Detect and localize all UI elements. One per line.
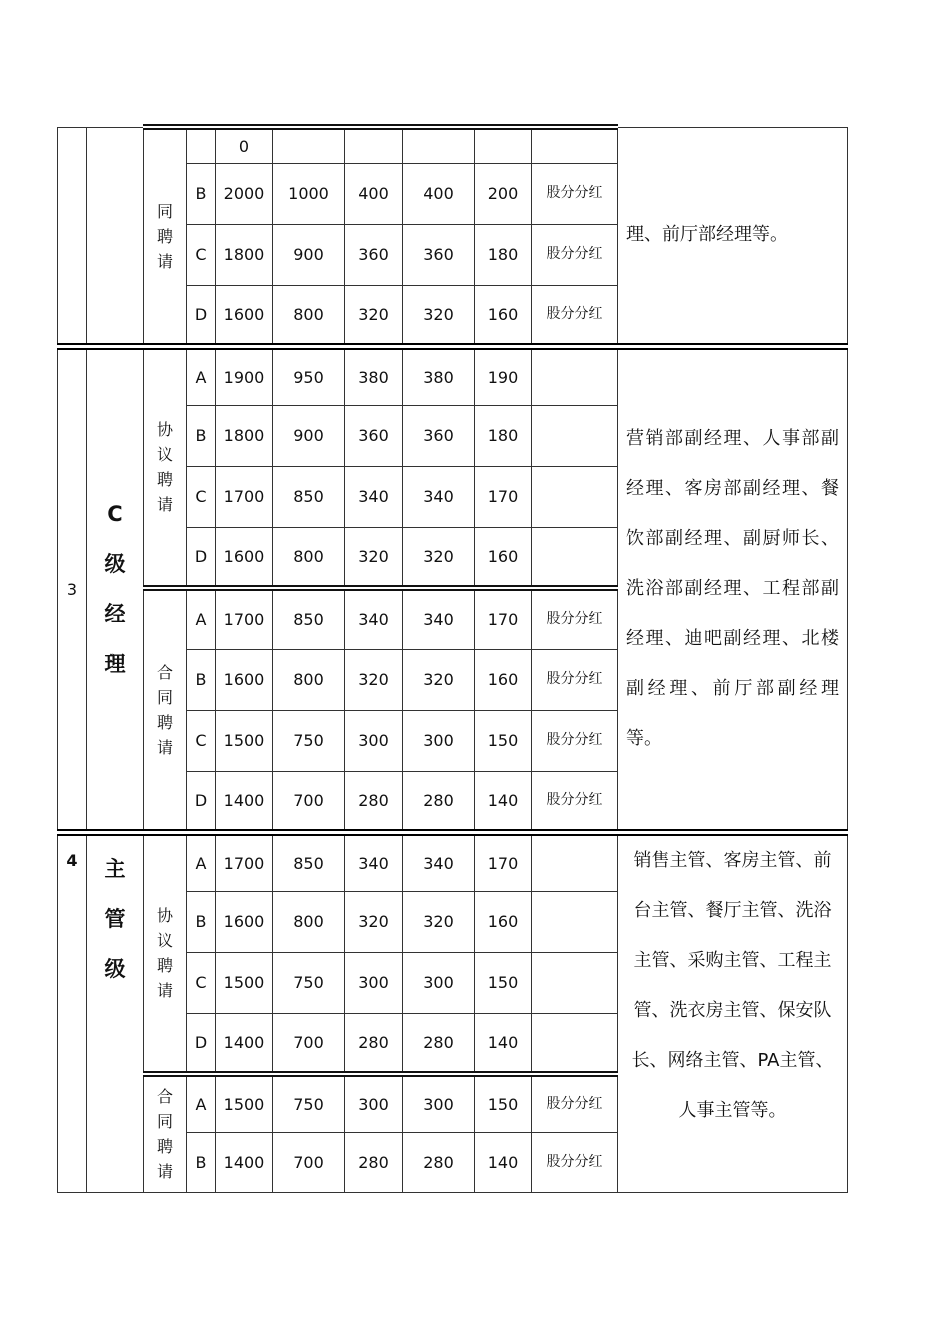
value-4: 140: [475, 771, 532, 832]
value-3: 300: [403, 1074, 475, 1132]
base-salary: 1600: [216, 285, 273, 346]
value-3: 360: [403, 224, 475, 285]
bonus-text: 股分分红: [532, 588, 618, 649]
value-3: 300: [403, 710, 475, 771]
bonus-text: 股分分红: [532, 710, 618, 771]
value-2: 360: [345, 224, 403, 285]
value-3: 320: [403, 649, 475, 710]
grade-letter: B: [187, 649, 216, 710]
hire-type-cell: [144, 588, 187, 832]
section-number: 4: [58, 832, 87, 1192]
grade-letter: D: [187, 285, 216, 346]
value-2: 300: [345, 710, 403, 771]
value-1: 850: [273, 466, 345, 527]
grade-letter: D: [187, 1013, 216, 1074]
value-1: 950: [273, 346, 345, 405]
bonus-text: 股分分红: [532, 771, 618, 832]
grade-letter: A: [187, 346, 216, 405]
bonus-text: [532, 466, 618, 527]
bonus-text: 股分分红: [532, 285, 618, 346]
grade-letter: C: [187, 710, 216, 771]
grade-letter: A: [187, 1074, 216, 1132]
bonus-text: 股分分红: [532, 163, 618, 224]
value-4: 180: [475, 224, 532, 285]
base-salary-tail: 0: [238, 136, 250, 156]
positions-cell: [618, 346, 848, 832]
level-cell: [87, 832, 144, 1192]
base-salary: 1600: [216, 891, 273, 952]
value-2: 340: [345, 466, 403, 527]
value-2: 340: [345, 588, 403, 649]
value-1: 1000: [273, 163, 345, 224]
value-2: 320: [345, 891, 403, 952]
value-1: 900: [273, 405, 345, 466]
hire-type-label: 协议聘请: [156, 420, 173, 515]
base-salary: 1400: [216, 1132, 273, 1192]
value-2: 320: [345, 285, 403, 346]
table-row: [58, 346, 848, 405]
bonus-text: [532, 832, 618, 891]
value-3: 280: [403, 771, 475, 832]
value-1: 800: [273, 527, 345, 588]
grade-letter: D: [187, 771, 216, 832]
level-cell: [87, 127, 144, 346]
grade-letter: C: [187, 466, 216, 527]
bonus-text: 股分分红: [532, 649, 618, 710]
value-4: 170: [475, 832, 532, 891]
base-salary: 1400: [216, 771, 273, 832]
base-salary: 1500: [216, 710, 273, 771]
base-salary: 1500: [216, 952, 273, 1013]
value-cell: [273, 127, 345, 163]
value-4: 190: [475, 346, 532, 405]
value-2: 320: [345, 649, 403, 710]
base-salary: 1500: [216, 1074, 273, 1132]
grade-letter: B: [187, 1132, 216, 1192]
bonus-text: [532, 952, 618, 1013]
salary-grade-table: [57, 124, 848, 1193]
value-2: 400: [345, 163, 403, 224]
value-1: 700: [273, 1132, 345, 1192]
value-1: 700: [273, 771, 345, 832]
base-salary: 1700: [216, 588, 273, 649]
value-4: 180: [475, 405, 532, 466]
value-1: 900: [273, 224, 345, 285]
grade-letter: B: [187, 405, 216, 466]
value-1: 850: [273, 832, 345, 891]
table-row: [58, 832, 848, 891]
value-4: 170: [475, 588, 532, 649]
value-3: 340: [403, 832, 475, 891]
hire-type-cell: [144, 832, 187, 1074]
value-1: 750: [273, 710, 345, 771]
base-salary: 1600: [216, 527, 273, 588]
grade-letter: A: [187, 588, 216, 649]
value-cell: [345, 127, 403, 163]
positions-text: 理、前厅部经理等。: [626, 224, 788, 245]
value-3: 380: [403, 346, 475, 405]
positions-text: 销售主管、客房主管、前台主管、餐厅主管、洗浴主管、采购主管、工程主管、洗衣房主管、保安队长、网络主管、PA主管、人事主管等。: [631, 849, 834, 1121]
value-2: 280: [345, 771, 403, 832]
hire-type-label: 合同聘请: [156, 1087, 173, 1182]
grade-letter: A: [187, 832, 216, 891]
level-label: 主管级: [104, 856, 126, 981]
base-salary-cell: [216, 127, 273, 163]
hire-type-label: 合同聘请: [156, 662, 173, 757]
value-3: 340: [403, 588, 475, 649]
base-salary: 1900: [216, 346, 273, 405]
grade-letter: B: [187, 891, 216, 952]
value-4: 160: [475, 527, 532, 588]
value-4: 150: [475, 1074, 532, 1132]
base-salary: 1700: [216, 832, 273, 891]
base-salary: 1600: [216, 649, 273, 710]
value-4: 140: [475, 1132, 532, 1192]
value-3: 340: [403, 466, 475, 527]
bonus-text: 股分分红: [532, 1132, 618, 1192]
bonus-text: 股分分红: [532, 1074, 618, 1132]
base-salary: 1400: [216, 1013, 273, 1074]
value-4: 160: [475, 891, 532, 952]
value-1: 800: [273, 891, 345, 952]
hire-type-label: 协议聘请: [156, 906, 173, 1001]
positions-cell: [618, 832, 848, 1192]
value-4: 160: [475, 649, 532, 710]
value-4: 170: [475, 466, 532, 527]
value-1: 750: [273, 952, 345, 1013]
value-2: 320: [345, 527, 403, 588]
value-2: 300: [345, 1074, 403, 1132]
value-2: 300: [345, 952, 403, 1013]
value-1: 750: [273, 1074, 345, 1132]
hire-type-cell: [144, 127, 187, 346]
grade-cell: [187, 127, 216, 163]
value-2: 280: [345, 1013, 403, 1074]
level-label: C级经理: [104, 502, 126, 676]
value-1: 800: [273, 285, 345, 346]
value-2: 280: [345, 1132, 403, 1192]
value-cell: [475, 127, 532, 163]
hire-type-label: 同聘请: [156, 201, 173, 271]
value-4: 140: [475, 1013, 532, 1074]
value-1: 700: [273, 1013, 345, 1074]
value-3: 360: [403, 405, 475, 466]
positions-text: 营销部副经理、人事部副经理、客房部副经理、餐饮部副经理、副厨师长、洗浴部副经理、工程部副经理、迪吧副经理、北楼副经理、前厅部副经理等。: [626, 428, 839, 749]
hire-type-cell: [144, 1074, 187, 1192]
value-3: 280: [403, 1013, 475, 1074]
grade-letter: B: [187, 163, 216, 224]
value-cell: [403, 127, 475, 163]
value-4: 150: [475, 952, 532, 1013]
section-number: 3: [58, 346, 87, 832]
value-4: 200: [475, 163, 532, 224]
base-salary: 1700: [216, 466, 273, 527]
value-2: 380: [345, 346, 403, 405]
grade-letter: D: [187, 527, 216, 588]
value-3: 320: [403, 527, 475, 588]
value-3: 280: [403, 1132, 475, 1192]
bonus-text: [532, 346, 618, 405]
value-3: 320: [403, 285, 475, 346]
value-4: 150: [475, 710, 532, 771]
value-3: 400: [403, 163, 475, 224]
section-number-cell: [58, 127, 87, 346]
base-salary: 1800: [216, 224, 273, 285]
value-1: 800: [273, 649, 345, 710]
level-cell: [87, 346, 144, 832]
value-2: 340: [345, 832, 403, 891]
grade-letter: C: [187, 952, 216, 1013]
bonus-text: [532, 891, 618, 952]
value-3: 300: [403, 952, 475, 1013]
value-1: 850: [273, 588, 345, 649]
positions-cell: [618, 127, 848, 346]
bonus-cell: [532, 127, 618, 163]
bonus-text: [532, 1013, 618, 1074]
bonus-text: [532, 527, 618, 588]
hire-type-cell: [144, 346, 187, 588]
base-salary: 2000: [216, 163, 273, 224]
value-3: 320: [403, 891, 475, 952]
bonus-text: [532, 405, 618, 466]
base-salary: 1800: [216, 405, 273, 466]
bonus-text: 股分分红: [532, 224, 618, 285]
grade-letter: C: [187, 224, 216, 285]
value-2: 360: [345, 405, 403, 466]
value-4: 160: [475, 285, 532, 346]
